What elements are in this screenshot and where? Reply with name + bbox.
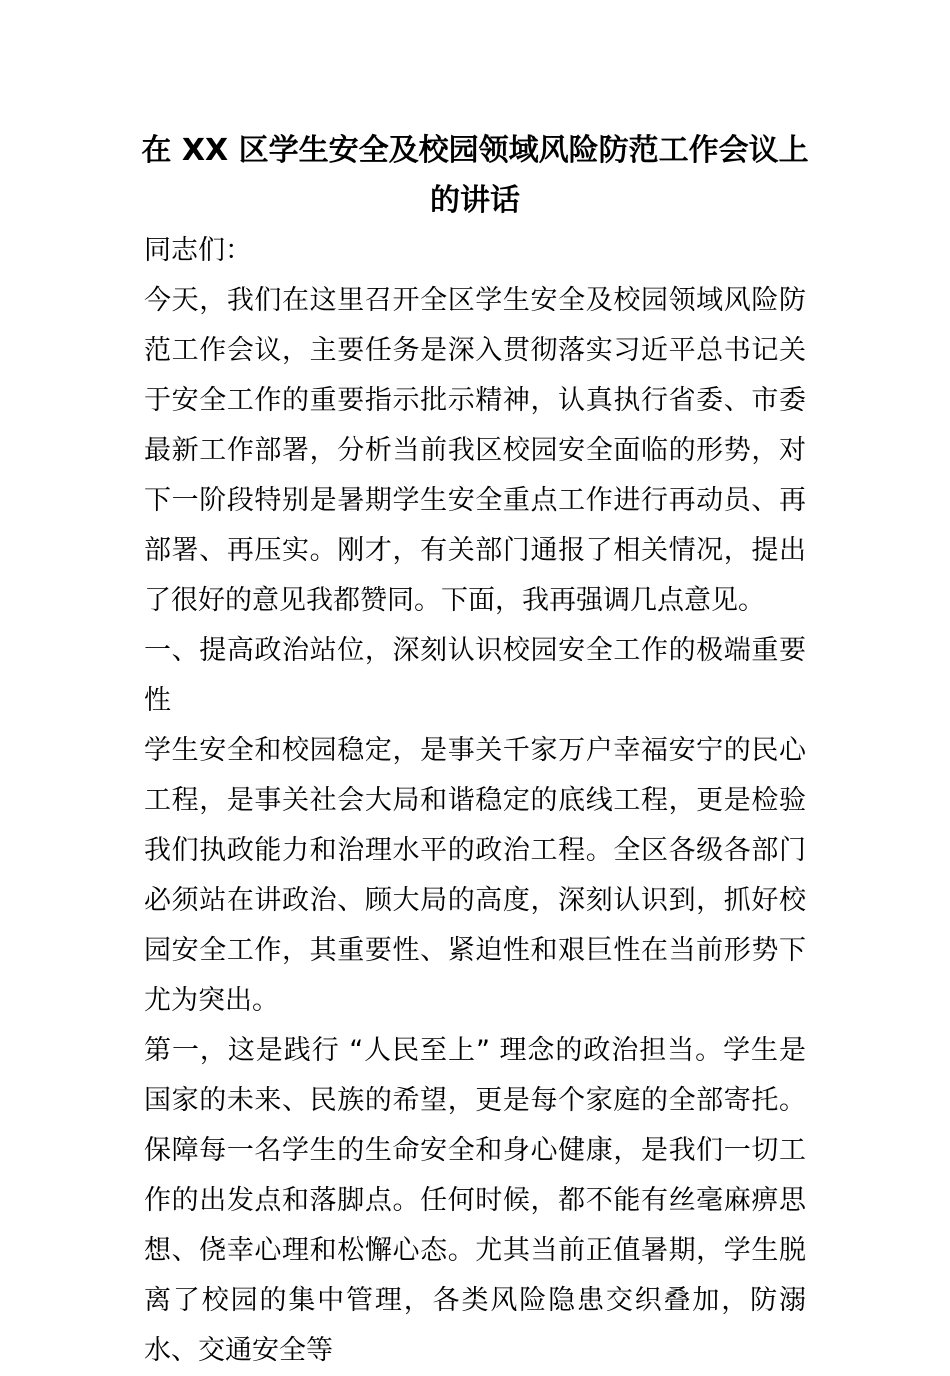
document-body xyxy=(144,226,806,1376)
opening-paragraph: 今天，我们在这里召开全区学生安全及校园领域风险防范工作会议，主要任务是深入贯彻落实习近平总书记关于安全工作的重要指示批示精神，认真执行省委、市委最新工作部署，分析当前我区校园安全面临的形势，对下一阶段特别是暑期学生安全重点工作进行再动员、再部署、再压实。刚才，有关部门通报了相关情况，提出了很好的意见我都赞同。下面，我再强调几点意见。 xyxy=(144,285,806,616)
body-paragraph: 学生安全和校园稳定，是事关千家万户幸福安宁的民心工程，是事关社会大局和谐稳定的底线工程，更是检验我们执政能力和治理水平的政治工程。全区各级各部门必须站在讲政治、顾大局的高度，深刻认识到，抓好校园安全工作，其重要性、紧迫性和艰巨性在当前形势下尤为突出。 xyxy=(144,735,806,1016)
section-heading-1: 一、提高政治站位，深刻认识校园安全工作的极端重要性 xyxy=(144,635,806,716)
salutation: 同志们： xyxy=(144,235,252,266)
body-paragraph: 第一，这是践行 “人民至上” 理念的政治担当。学生是国家的未来、民族的希望，更是每个家庭的全部寄托。保障每一名学生的生命安全和身心健康，是我们一切工作的出发点和落脚点。任何时候，都不能有丝毫麻痹思想、侥幸心理和松懈心态。尤其当前正值暑期，学生脱离了校园的集中管理，各类风险隐患交织叠加，防溺水、交通安全等 xyxy=(144,1035,806,1366)
document-title: 在 XX 区学生安全及校园领域风险防范工作会议上的讲话 xyxy=(141,133,809,218)
